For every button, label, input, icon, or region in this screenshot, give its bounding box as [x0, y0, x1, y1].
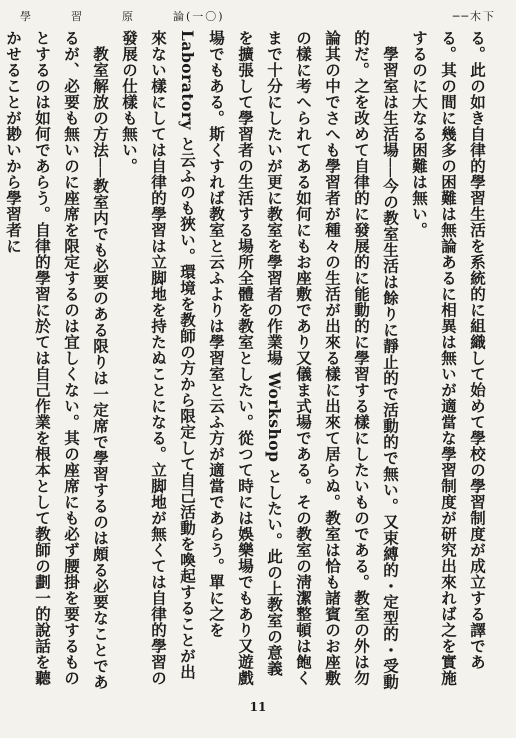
header-author-text: ──木下 [452, 10, 496, 23]
paragraph-3-text: ──教室内でも必要のある限りは一定席で學習するのは頗る必要なことであるが、必要も無いのに座席を限定するのは宜しくない。其の座席にも必ず腰掛を要するものとするのは如何であらう。自律的學習に於ては自己作業を根本として教師の劃一的說話を聽かせることが尠いから學習者に [4, 30, 110, 690]
paragraph-1-text: る。此の如き自律的學習生活を系統的に組織して始めて學校の學習制度が成立する譯である。其の間に幾多の困難は無論あるに相異は無いが適當な學習制度が研究出來れば之を實施するのに大なる困難は無い。 [410, 30, 487, 686]
paragraph-2-heading: 學習室は生活場 [381, 45, 400, 158]
paragraph-1 [405, 30, 492, 690]
header-char-3: 原 [122, 10, 135, 23]
paragraph-2 [115, 30, 405, 690]
header-title [20, 8, 225, 24]
paragraph-2-text: ──今の教室生活は餘りに靜止的で活動的で無い。又束縛的・定型的・受動的だ。之を改めて自律的に發展的に能動的に學習する樣にしたいものである。教室の外は勿論其の中でさへも學習者が種々の生活が出來る樣に出來て居らぬ。教室は恰も諸賓のお座敷の樣に考へられてある如何にもお座敷であり又儀ま式場である。その教室の淸潔整頓は飽くまで十分にしたいが更に教室を學習者の作業場 Workshop としたい。此の上教室の意義を擴張して學習者の生活する場所全體を教室としたい。從つて時には娛樂場でもあり又遊戲場でもある。斯くすれば教室と云ふよりは學習室と云ふ方が適當であらう。單に之を Laboratory と云ふのも狹い。環境を教師の方から限定して自己活動を喚起することが出來ない樣にしては自律的學習は立脚地を持たぬことになる。立脚地が無くては自律的學習の發展の仕樣も無い。 [120, 30, 400, 690]
header-char-1: 學 [20, 10, 33, 23]
paragraph-3 [0, 30, 115, 690]
running-header [20, 8, 496, 24]
header-chapter: 論(一〇) [173, 10, 225, 23]
header-author [453, 8, 496, 24]
header-char-2: 習 [71, 10, 84, 23]
vertical-text-body [4, 30, 492, 690]
paragraph-3-heading: 教室解放の方法 [91, 45, 110, 158]
page-number: 11 [249, 700, 267, 714]
